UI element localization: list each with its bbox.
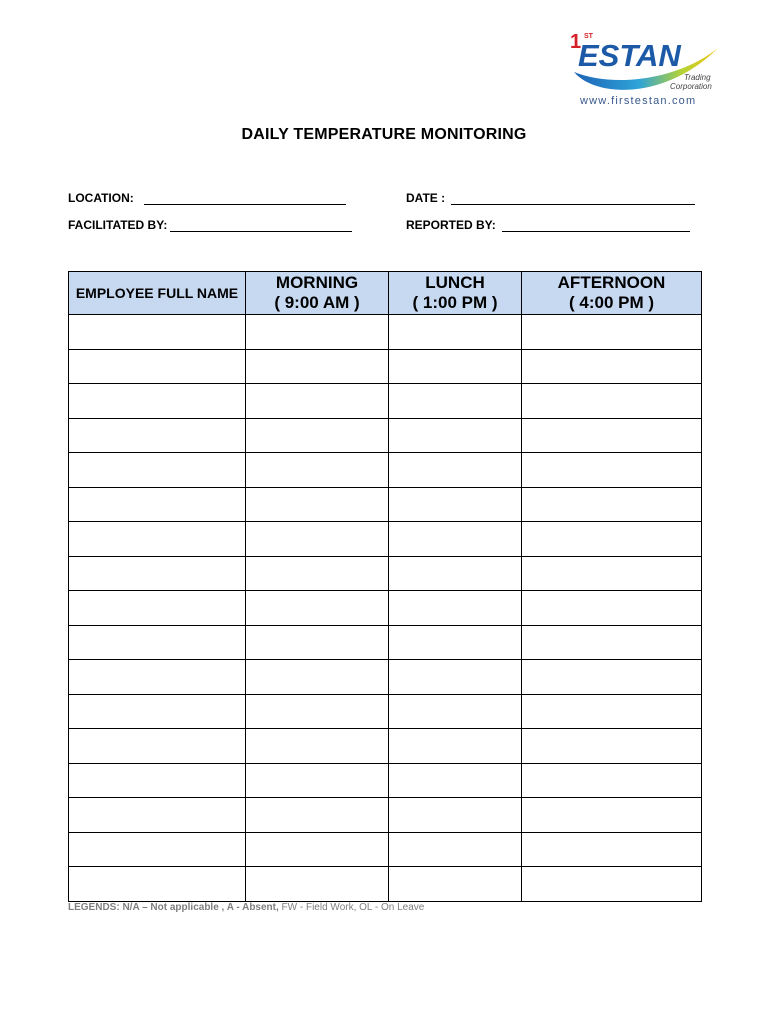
cell-name[interactable] xyxy=(69,522,246,557)
cell-afternoon[interactable] xyxy=(522,798,702,833)
date-label: DATE : xyxy=(406,191,446,205)
cell-morning[interactable] xyxy=(246,522,389,557)
reported-by-label: REPORTED BY: xyxy=(406,218,496,232)
cell-name[interactable] xyxy=(69,694,246,729)
location-field xyxy=(68,191,346,205)
cell-name[interactable] xyxy=(69,315,246,350)
cell-name[interactable] xyxy=(69,487,246,522)
cell-afternoon[interactable] xyxy=(522,384,702,419)
cell-morning[interactable] xyxy=(246,798,389,833)
cell-afternoon[interactable] xyxy=(522,729,702,764)
cell-morning[interactable] xyxy=(246,625,389,660)
lunch-time: ( 1:00 PM ) xyxy=(412,293,498,312)
facilitated-by-field xyxy=(68,218,352,232)
table-row xyxy=(69,867,702,902)
cell-morning[interactable] xyxy=(246,556,389,591)
reported-by-input-line[interactable] xyxy=(502,219,690,232)
morning-label: MORNING xyxy=(275,273,359,292)
table-row xyxy=(69,384,702,419)
cell-afternoon[interactable] xyxy=(522,556,702,591)
table-row xyxy=(69,625,702,660)
table-row xyxy=(69,349,702,384)
logo-superscript-suffix: ST xyxy=(584,33,593,40)
location-label: LOCATION: xyxy=(68,191,134,205)
column-header-name: EMPLOYEE FULL NAME xyxy=(69,272,246,315)
cell-lunch[interactable] xyxy=(389,625,522,660)
cell-lunch[interactable] xyxy=(389,384,522,419)
table-row xyxy=(69,315,702,350)
legend-bold-text: LEGENDS: N/A – Not applicable , A - Absent, xyxy=(68,902,279,913)
cell-lunch[interactable] xyxy=(389,660,522,695)
facilitated-by-input-line[interactable] xyxy=(170,219,352,232)
logo-tagline-2: Corporation xyxy=(670,82,712,91)
cell-lunch[interactable] xyxy=(389,832,522,867)
table-row xyxy=(69,832,702,867)
cell-morning[interactable] xyxy=(246,694,389,729)
cell-afternoon[interactable] xyxy=(522,625,702,660)
logo-brand: ESTAN xyxy=(578,38,681,73)
cell-name[interactable] xyxy=(69,660,246,695)
cell-lunch[interactable] xyxy=(389,453,522,488)
cell-afternoon[interactable] xyxy=(522,694,702,729)
cell-name[interactable] xyxy=(69,591,246,626)
logo-tagline-1: Trading xyxy=(684,73,711,82)
cell-afternoon[interactable] xyxy=(522,660,702,695)
afternoon-label: AFTERNOON xyxy=(557,273,666,292)
column-header-afternoon xyxy=(522,272,702,315)
cell-lunch[interactable] xyxy=(389,556,522,591)
cell-name[interactable] xyxy=(69,625,246,660)
cell-name[interactable] xyxy=(69,729,246,764)
cell-morning[interactable] xyxy=(246,418,389,453)
table-row xyxy=(69,798,702,833)
reported-by-field xyxy=(406,218,690,232)
cell-lunch[interactable] xyxy=(389,729,522,764)
cell-morning[interactable] xyxy=(246,591,389,626)
cell-lunch[interactable] xyxy=(389,418,522,453)
cell-morning[interactable] xyxy=(246,384,389,419)
table-body xyxy=(69,315,702,902)
cell-lunch[interactable] xyxy=(389,694,522,729)
cell-lunch[interactable] xyxy=(389,487,522,522)
logo-superscript: 1 xyxy=(570,31,582,53)
cell-afternoon[interactable] xyxy=(522,763,702,798)
cell-morning[interactable] xyxy=(246,487,389,522)
temperature-table xyxy=(68,271,702,902)
cell-lunch[interactable] xyxy=(389,591,522,626)
cell-afternoon[interactable] xyxy=(522,418,702,453)
table-row xyxy=(69,729,702,764)
date-field xyxy=(406,191,695,205)
table-row xyxy=(69,556,702,591)
cell-name[interactable] xyxy=(69,349,246,384)
cell-morning[interactable] xyxy=(246,763,389,798)
cell-lunch[interactable] xyxy=(389,522,522,557)
table-row xyxy=(69,694,702,729)
cell-name[interactable] xyxy=(69,867,246,902)
cell-morning[interactable] xyxy=(246,729,389,764)
column-header-morning xyxy=(246,272,389,315)
cell-morning[interactable] xyxy=(246,867,389,902)
lunch-label: LUNCH xyxy=(425,273,485,292)
cell-morning[interactable] xyxy=(246,832,389,867)
cell-afternoon[interactable] xyxy=(522,522,702,557)
location-input-line[interactable] xyxy=(144,192,346,205)
cell-name[interactable] xyxy=(69,453,246,488)
cell-afternoon[interactable] xyxy=(522,487,702,522)
table-row xyxy=(69,487,702,522)
date-input-line[interactable] xyxy=(451,192,695,205)
cell-name[interactable] xyxy=(69,418,246,453)
cell-afternoon[interactable] xyxy=(522,832,702,867)
cell-name[interactable] xyxy=(69,384,246,419)
table-row xyxy=(69,591,702,626)
company-url: www.firstestan.com xyxy=(580,95,697,107)
cell-lunch[interactable] xyxy=(389,867,522,902)
column-header-lunch xyxy=(389,272,522,315)
cell-lunch[interactable] xyxy=(389,315,522,350)
cell-name[interactable] xyxy=(69,556,246,591)
cell-name[interactable] xyxy=(69,798,246,833)
table-row xyxy=(69,522,702,557)
cell-lunch[interactable] xyxy=(389,798,522,833)
morning-time: ( 9:00 AM ) xyxy=(274,293,360,312)
cell-morning[interactable] xyxy=(246,315,389,350)
cell-morning[interactable] xyxy=(246,660,389,695)
legend-regular-text: FW - Field Work, OL - On Leave xyxy=(278,902,425,913)
cell-morning[interactable] xyxy=(246,349,389,384)
facilitated-by-label: FACILITATED BY: xyxy=(68,218,168,232)
cell-name[interactable] xyxy=(69,763,246,798)
table-header-row xyxy=(69,272,702,315)
table-row xyxy=(69,763,702,798)
cell-name[interactable] xyxy=(69,832,246,867)
table-row xyxy=(69,660,702,695)
page-title: DAILY TEMPERATURE MONITORING xyxy=(241,126,527,143)
cell-afternoon[interactable] xyxy=(522,315,702,350)
table-row xyxy=(69,453,702,488)
cell-morning[interactable] xyxy=(246,453,389,488)
cell-afternoon[interactable] xyxy=(522,349,702,384)
cell-lunch[interactable] xyxy=(389,349,522,384)
afternoon-time: ( 4:00 PM ) xyxy=(568,293,655,312)
legend xyxy=(68,902,424,913)
cell-lunch[interactable] xyxy=(389,763,522,798)
cell-afternoon[interactable] xyxy=(522,867,702,902)
cell-afternoon[interactable] xyxy=(522,453,702,488)
cell-afternoon[interactable] xyxy=(522,591,702,626)
table-row xyxy=(69,418,702,453)
